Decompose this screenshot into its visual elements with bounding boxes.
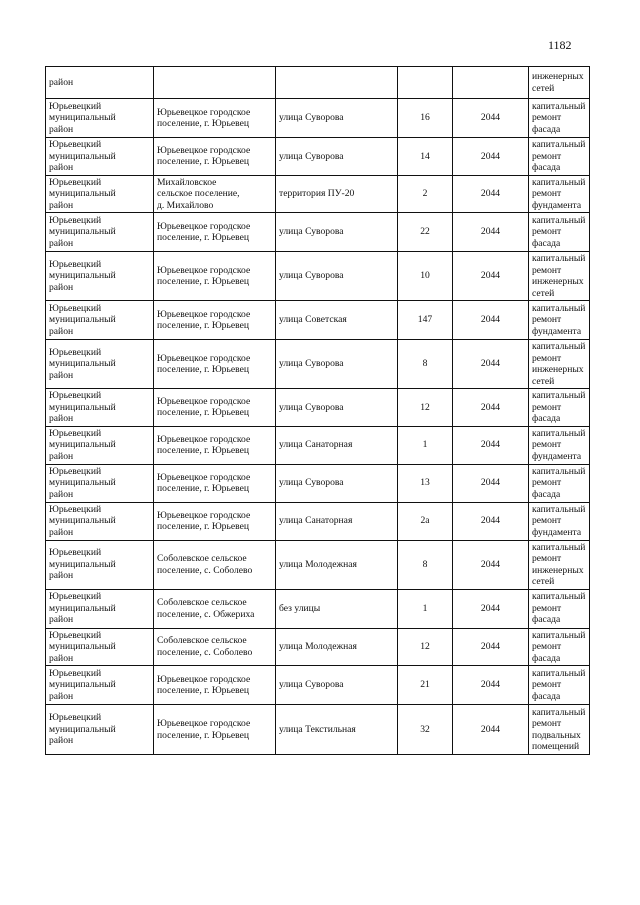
- table-row: [46, 426, 590, 464]
- district-cell: Юрьевецкий муниципальный район: [46, 705, 154, 755]
- street-cell: улица Молодежная: [276, 628, 398, 666]
- house-number-cell: 32: [398, 705, 453, 755]
- settlement-cell: Юрьевецкое городское поселение, г. Юрьевец: [154, 138, 276, 176]
- street-cell: улица Суворова: [276, 340, 398, 389]
- house-number-cell: 147: [398, 301, 453, 340]
- work-type-cell: капитальный ремонт инженерных сетей: [529, 540, 590, 589]
- table-row: [46, 464, 590, 502]
- work-type-cell: капитальный ремонт фундамента: [529, 301, 590, 340]
- table-row: [46, 301, 590, 340]
- work-type-cell: инженерных сетей: [529, 67, 590, 99]
- table-body: [46, 67, 590, 755]
- work-type-cell: капитальный ремонт фасада: [529, 589, 590, 628]
- house-number-cell: 13: [398, 464, 453, 502]
- work-type-cell: капитальный ремонт фасада: [529, 389, 590, 427]
- house-number-cell: 8: [398, 540, 453, 589]
- work-type-cell: капитальный ремонт фасада: [529, 213, 590, 252]
- street-cell: [276, 67, 398, 99]
- repair-schedule-table: [45, 66, 590, 755]
- table-row: [46, 67, 590, 99]
- settlement-cell: [154, 67, 276, 99]
- settlement-cell: Юрьевецкое городское поселение, г. Юрьевец: [154, 464, 276, 502]
- table-row: [46, 540, 590, 589]
- district-cell: Юрьевецкий муниципальный район: [46, 502, 154, 540]
- street-cell: улица Советская: [276, 301, 398, 340]
- street-cell: улица Суворова: [276, 252, 398, 301]
- district-cell: район: [46, 67, 154, 99]
- table-row: [46, 502, 590, 540]
- settlement-cell: Юрьевецкое городское поселение, г. Юрьевец: [154, 705, 276, 755]
- work-type-cell: капитальный ремонт фундамента: [529, 175, 590, 213]
- district-cell: Юрьевецкий муниципальный район: [46, 426, 154, 464]
- district-cell: Юрьевецкий муниципальный район: [46, 464, 154, 502]
- work-type-cell: капитальный ремонт фундамента: [529, 426, 590, 464]
- settlement-cell: Юрьевецкое городское поселение, г. Юрьевец: [154, 99, 276, 138]
- district-cell: Юрьевецкий муниципальный район: [46, 540, 154, 589]
- work-type-cell: капитальный ремонт фасада: [529, 99, 590, 138]
- street-cell: без улицы: [276, 589, 398, 628]
- district-cell: Юрьевецкий муниципальный район: [46, 389, 154, 427]
- settlement-cell: Михайловское сельское поселение, д. Михайлово: [154, 175, 276, 213]
- house-number-cell: 22: [398, 213, 453, 252]
- settlement-cell: Юрьевецкое городское поселение, г. Юрьевец: [154, 389, 276, 427]
- settlement-cell: Юрьевецкое городское поселение, г. Юрьевец: [154, 426, 276, 464]
- house-number-cell: [398, 67, 453, 99]
- year-cell: 2044: [453, 301, 529, 340]
- street-cell: улица Суворова: [276, 389, 398, 427]
- year-cell: 2044: [453, 99, 529, 138]
- work-type-cell: капитальный ремонт подвальных помещений: [529, 705, 590, 755]
- year-cell: 2044: [453, 340, 529, 389]
- house-number-cell: 2: [398, 175, 453, 213]
- table-row: [46, 628, 590, 666]
- settlement-cell: Юрьевецкое городское поселение, г. Юрьевец: [154, 340, 276, 389]
- table-row: [46, 138, 590, 176]
- year-cell: 2044: [453, 502, 529, 540]
- house-number-cell: 12: [398, 628, 453, 666]
- district-cell: Юрьевецкий муниципальный район: [46, 666, 154, 705]
- work-type-cell: капитальный ремонт фасада: [529, 666, 590, 705]
- district-cell: Юрьевецкий муниципальный район: [46, 99, 154, 138]
- street-cell: улица Текстильная: [276, 705, 398, 755]
- district-cell: Юрьевецкий муниципальный район: [46, 301, 154, 340]
- street-cell: улица Суворова: [276, 213, 398, 252]
- year-cell: 2044: [453, 589, 529, 628]
- settlement-cell: Юрьевецкое городское поселение, г. Юрьевец: [154, 502, 276, 540]
- work-type-cell: капитальный ремонт фундамента: [529, 502, 590, 540]
- house-number-cell: 2а: [398, 502, 453, 540]
- table-row: [46, 213, 590, 252]
- house-number-cell: 12: [398, 389, 453, 427]
- house-number-cell: 1: [398, 589, 453, 628]
- year-cell: 2044: [453, 705, 529, 755]
- settlement-cell: Соболевское сельское поселение, с. Соболево: [154, 628, 276, 666]
- house-number-cell: 16: [398, 99, 453, 138]
- district-cell: Юрьевецкий муниципальный район: [46, 138, 154, 176]
- house-number-cell: 8: [398, 340, 453, 389]
- house-number-cell: 1: [398, 426, 453, 464]
- street-cell: улица Суворова: [276, 666, 398, 705]
- district-cell: Юрьевецкий муниципальный район: [46, 175, 154, 213]
- table-row: [46, 589, 590, 628]
- year-cell: 2044: [453, 389, 529, 427]
- settlement-cell: Соболевское сельское поселение, с. Соболево: [154, 540, 276, 589]
- year-cell: 2044: [453, 175, 529, 213]
- district-cell: Юрьевецкий муниципальный район: [46, 213, 154, 252]
- table-row: [46, 705, 590, 755]
- house-number-cell: 14: [398, 138, 453, 176]
- year-cell: 2044: [453, 138, 529, 176]
- table-row: [46, 340, 590, 389]
- settlement-cell: Юрьевецкое городское поселение, г. Юрьевец: [154, 666, 276, 705]
- work-type-cell: капитальный ремонт инженерных сетей: [529, 252, 590, 301]
- year-cell: 2044: [453, 252, 529, 301]
- district-cell: Юрьевецкий муниципальный район: [46, 252, 154, 301]
- street-cell: улица Суворова: [276, 464, 398, 502]
- district-cell: Юрьевецкий муниципальный район: [46, 340, 154, 389]
- work-type-cell: капитальный ремонт фасада: [529, 628, 590, 666]
- year-cell: 2044: [453, 426, 529, 464]
- settlement-cell: Юрьевецкое городское поселение, г. Юрьевец: [154, 252, 276, 301]
- year-cell: 2044: [453, 628, 529, 666]
- settlement-cell: Соболевское сельское поселение, с. Обжериха: [154, 589, 276, 628]
- year-cell: 2044: [453, 540, 529, 589]
- table-row: [46, 389, 590, 427]
- table-row: [46, 99, 590, 138]
- settlement-cell: Юрьевецкое городское поселение, г. Юрьевец: [154, 301, 276, 340]
- street-cell: улица Суворова: [276, 99, 398, 138]
- street-cell: улица Санаторная: [276, 502, 398, 540]
- work-type-cell: капитальный ремонт фасада: [529, 464, 590, 502]
- street-cell: территория ПУ-20: [276, 175, 398, 213]
- year-cell: [453, 67, 529, 99]
- street-cell: улица Санаторная: [276, 426, 398, 464]
- work-type-cell: капитальный ремонт инженерных сетей: [529, 340, 590, 389]
- street-cell: улица Молодежная: [276, 540, 398, 589]
- district-cell: Юрьевецкий муниципальный район: [46, 628, 154, 666]
- settlement-cell: Юрьевецкое городское поселение, г. Юрьевец: [154, 213, 276, 252]
- table-row: [46, 175, 590, 213]
- year-cell: 2044: [453, 464, 529, 502]
- house-number-cell: 10: [398, 252, 453, 301]
- table-row: [46, 252, 590, 301]
- house-number-cell: 21: [398, 666, 453, 705]
- year-cell: 2044: [453, 666, 529, 705]
- street-cell: улица Суворова: [276, 138, 398, 176]
- year-cell: 2044: [453, 213, 529, 252]
- district-cell: Юрьевецкий муниципальный район: [46, 589, 154, 628]
- work-type-cell: капитальный ремонт фасада: [529, 138, 590, 176]
- table-row: [46, 666, 590, 705]
- page-number: 1182: [548, 38, 572, 52]
